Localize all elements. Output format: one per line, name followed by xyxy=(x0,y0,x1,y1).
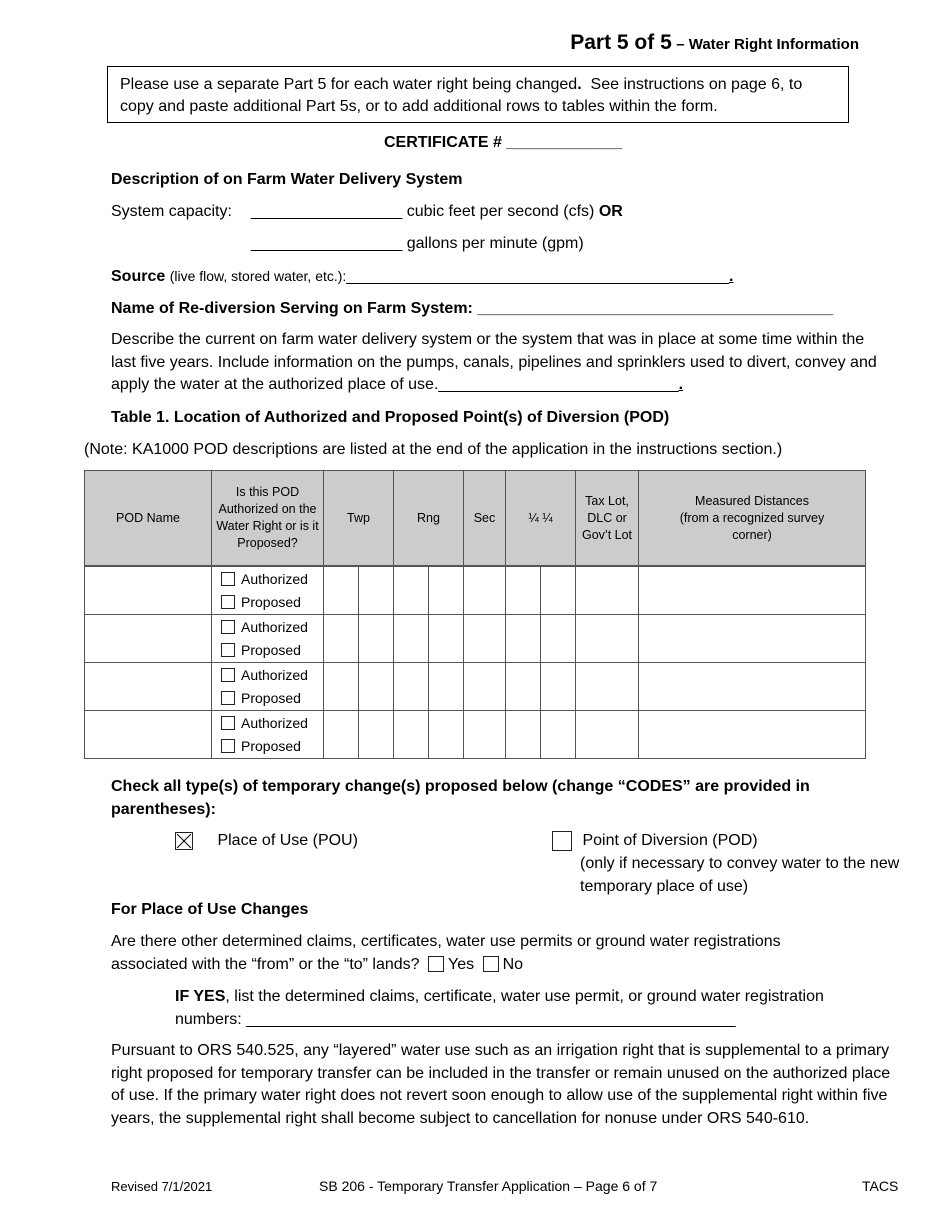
pou-checkbox[interactable] xyxy=(175,832,193,850)
rng-dir-cell[interactable] xyxy=(429,663,464,711)
pod-note: (only if necessary to convey water to the new temporary place of use) xyxy=(580,855,900,895)
gpm-blank[interactable]: _________________ xyxy=(251,235,403,252)
pod-status-cell xyxy=(212,663,324,711)
pod-name-cell[interactable] xyxy=(85,615,212,663)
checkbox[interactable] xyxy=(221,739,235,753)
col-twp: Twp xyxy=(324,471,394,567)
taxlot-cell[interactable] xyxy=(576,711,639,759)
pod-table xyxy=(84,470,866,759)
describe-system[interactable]: Describe the current on farm water delivery system or the system that was in place at some time within the last five years. Include information on the pumps, canals, pipelines and sprinklers used to divert, convey and apply the water at the authorized place of use.___________________________. xyxy=(111,331,877,393)
pod-checkbox[interactable] xyxy=(552,831,572,851)
sec-cell[interactable] xyxy=(464,711,506,759)
twp-cell[interactable] xyxy=(324,663,359,711)
pursuant-paragraph: Pursuant to ORS 540.525, any “layered” water use such as an irrigation right that is supplemental to a primary right proposed for temporary transfer can be included in the transfer or remain unused on the authorized place of use. If the primary water right does not revert soon enough to allow use of the supplemental right within five years, the supplemental right shall become subject to cancellation for nonuse under ORS 540-610. xyxy=(111,1042,891,1127)
checkbox[interactable] xyxy=(221,668,235,682)
proposed-label: Proposed xyxy=(241,737,301,754)
checkbox[interactable] xyxy=(221,716,235,730)
cfs-field[interactable] xyxy=(251,201,623,223)
twp-cell[interactable] xyxy=(324,711,359,759)
pod-label: Point of Diversion (POD) xyxy=(582,832,758,849)
col-qq: ¼ ¼ xyxy=(506,471,576,567)
pou-option[interactable] xyxy=(175,830,358,852)
instructions-notice: Please use a separate Part 5 for each water right being changed. See instructions on page 6, to copy and paste additional Part 5s, or to add additional rows to tables within the form. xyxy=(107,66,849,123)
farm-system-heading: Description of on Farm Water Delivery System xyxy=(111,171,463,188)
authorized-label: Authorized xyxy=(241,714,308,731)
rng-dir-cell[interactable] xyxy=(429,711,464,759)
qq-cell[interactable] xyxy=(506,663,541,711)
sec-cell[interactable] xyxy=(464,615,506,663)
yes-label: Yes xyxy=(448,956,475,973)
gpm-unit: gallons per minute (gpm) xyxy=(406,235,584,252)
authorized-option[interactable] xyxy=(212,711,323,734)
part-title: Part 5 of 5 xyxy=(570,31,672,54)
footer-revised: Revised 7/1/2021 xyxy=(111,1179,213,1194)
qq-cell[interactable] xyxy=(506,711,541,759)
certificate-number: CERTIFICATE # _____________ xyxy=(383,134,623,151)
table1-title: Table 1. Location of Authorized and Proposed Point(s) of Diversion (POD) xyxy=(111,409,670,426)
checkbox[interactable] xyxy=(221,643,235,657)
proposed-option[interactable] xyxy=(212,734,323,757)
proposed-label: Proposed xyxy=(241,641,301,658)
authorized-label: Authorized xyxy=(241,666,308,683)
table-row xyxy=(85,663,866,711)
footer-page: SB 206 - Temporary Transfer Application – Page 6 of 7 xyxy=(319,1178,658,1194)
proposed-option[interactable] xyxy=(212,590,323,613)
rediversion-field[interactable]: Name of Re-diversion Serving on Farm System: ________________________________________ xyxy=(111,300,834,317)
proposed-label: Proposed xyxy=(241,689,301,706)
describe-blank[interactable]: ___________________________ xyxy=(438,376,679,393)
rng-cell[interactable] xyxy=(394,663,429,711)
pod-status-cell xyxy=(212,566,324,615)
col-pod-name: POD Name xyxy=(85,471,212,567)
authorized-option[interactable] xyxy=(212,615,323,638)
pod-name-cell[interactable] xyxy=(85,663,212,711)
rng-cell[interactable] xyxy=(394,566,429,615)
col-distances: Measured Distances (from a recognized survey corner) xyxy=(639,471,866,567)
checkbox[interactable] xyxy=(221,572,235,586)
distances-cell[interactable] xyxy=(639,663,866,711)
source-blank[interactable]: ___________________________________________ xyxy=(346,268,729,285)
twp-dir-cell[interactable] xyxy=(359,663,394,711)
source-label: Source xyxy=(111,268,166,285)
other-rights-question: Are there other determined claims, certificates, water use permits or ground water registrations xyxy=(111,933,781,950)
col-rng: Rng xyxy=(394,471,464,567)
checked-x-icon xyxy=(176,833,192,849)
numbers-blank[interactable]: _______________________________________________________ xyxy=(246,1011,736,1028)
rng-dir-cell[interactable] xyxy=(429,615,464,663)
pou-changes-heading: For Place of Use Changes xyxy=(111,901,309,918)
pou-label: Place of Use (POU) xyxy=(217,832,358,849)
twp-cell[interactable] xyxy=(324,615,359,663)
distances-cell[interactable] xyxy=(639,615,866,663)
changes-heading: Check all type(s) of temporary change(s) proposed below (change “CODES” are provided in parentheses): xyxy=(111,778,810,818)
table-row xyxy=(85,711,866,759)
other-rights-question-2 xyxy=(111,954,523,976)
twp-dir-cell[interactable] xyxy=(359,566,394,615)
source-field[interactable]: Source (live flow, stored water, etc.):___________________________________________. xyxy=(111,268,734,285)
cfs-blank[interactable]: _________________ xyxy=(251,203,403,220)
sec-cell[interactable] xyxy=(464,566,506,615)
authorized-option[interactable] xyxy=(212,663,323,686)
qq-cell-2[interactable] xyxy=(541,615,576,663)
if-yes-label: IF YES xyxy=(175,988,226,1005)
pod-status-cell xyxy=(212,615,324,663)
no-label: No xyxy=(502,956,524,973)
rng-cell[interactable] xyxy=(394,711,429,759)
pod-option[interactable] xyxy=(552,830,758,852)
taxlot-cell[interactable] xyxy=(576,663,639,711)
page-header xyxy=(570,31,859,55)
checkbox[interactable] xyxy=(221,595,235,609)
twp-dir-cell[interactable] xyxy=(359,615,394,663)
proposed-option[interactable] xyxy=(212,686,323,709)
distances-cell[interactable] xyxy=(639,711,866,759)
qq-cell-2[interactable] xyxy=(541,663,576,711)
gpm-field[interactable] xyxy=(251,233,584,255)
table1-note: (Note: KA1000 POD descriptions are listed at the end of the application in the instructions section.) xyxy=(84,441,783,458)
proposed-label: Proposed xyxy=(241,593,301,610)
twp-cell[interactable] xyxy=(324,566,359,615)
qq-cell[interactable] xyxy=(506,566,541,615)
no-checkbox[interactable] xyxy=(483,956,499,972)
taxlot-cell[interactable] xyxy=(576,566,639,615)
qq-cell-2[interactable] xyxy=(541,711,576,759)
rng-cell[interactable] xyxy=(394,615,429,663)
or-label: OR xyxy=(598,203,623,220)
checkbox[interactable] xyxy=(221,620,235,634)
qq-cell[interactable] xyxy=(506,615,541,663)
col-taxlot: Tax Lot, DLC or Gov’t Lot xyxy=(576,471,639,567)
pod-name-cell[interactable] xyxy=(85,711,212,759)
authorized-label: Authorized xyxy=(241,570,308,587)
if-yes-instructions xyxy=(175,986,824,1008)
authorized-label: Authorized xyxy=(241,618,308,635)
table-row xyxy=(85,615,866,663)
part-subtitle: – Water Right Information xyxy=(676,36,859,53)
describe-text: Describe the current on farm water delivery system or the system that was in place at some time within the last five years. Include information on the pumps, canals, pipelines and sprinklers used to divert, convey and apply the water at the authorized place of use. xyxy=(111,331,877,393)
notice-text-a: Please use a separate Part 5 for each water right being changed xyxy=(120,76,578,93)
notice-text-b: See instructions on page 6, to copy and paste additional Part 5s, or to add additional rows to tables within the form. xyxy=(120,76,803,115)
proposed-option[interactable] xyxy=(212,638,323,661)
checkbox[interactable] xyxy=(221,691,235,705)
footer-form-code: TACS xyxy=(862,1178,899,1194)
qq-cell-2[interactable] xyxy=(541,566,576,615)
numbers-field[interactable] xyxy=(175,1009,736,1031)
pod-status-cell xyxy=(212,711,324,759)
twp-dir-cell[interactable] xyxy=(359,711,394,759)
numbers-label: numbers: xyxy=(175,1011,242,1028)
question-text: associated with the “from” or the “to” lands? xyxy=(111,956,420,973)
if-yes-text: , list the determined claims, certificate, water use permit, or ground water registration xyxy=(225,988,824,1005)
yes-checkbox[interactable] xyxy=(428,956,444,972)
pod-name-cell[interactable] xyxy=(85,566,212,615)
col-authorized: Is this POD Authorized on the Water Right or is it Proposed? xyxy=(212,471,324,567)
col-sec: Sec xyxy=(464,471,506,567)
sec-cell[interactable] xyxy=(464,663,506,711)
authorized-option[interactable] xyxy=(212,567,323,590)
cfs-unit: cubic feet per second (cfs) xyxy=(406,203,595,220)
distances-cell[interactable] xyxy=(639,566,866,615)
taxlot-cell[interactable] xyxy=(576,615,639,663)
source-hint: (live flow, stored water, etc.): xyxy=(169,268,347,284)
rng-dir-cell[interactable] xyxy=(429,566,464,615)
capacity-label: System capacity: xyxy=(111,203,232,220)
table-row xyxy=(85,566,866,615)
